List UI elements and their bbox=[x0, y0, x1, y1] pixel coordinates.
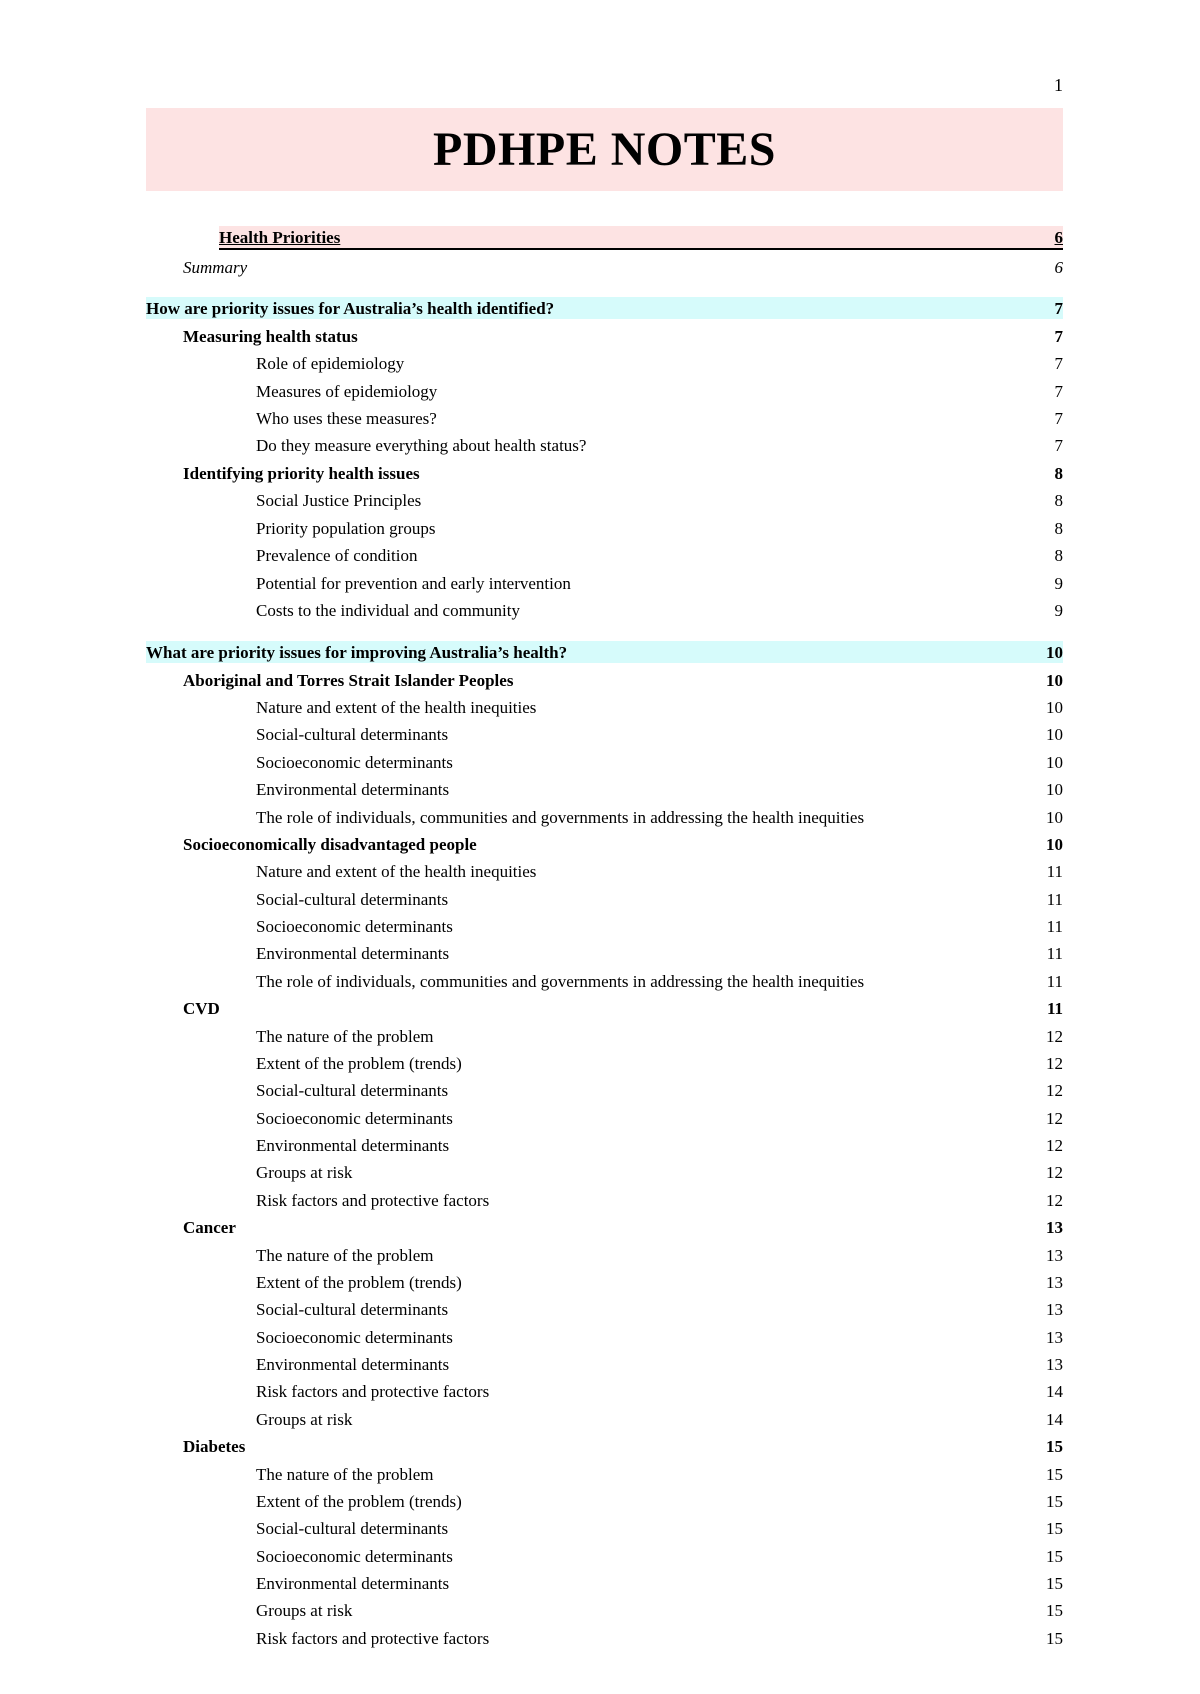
toc-group-heading[interactable] bbox=[183, 1435, 1063, 1457]
toc-entry-label: Social-cultural determinants bbox=[256, 890, 449, 909]
toc-entry-page: 13 bbox=[1046, 1218, 1063, 1237]
toc-entry-page: 13 bbox=[1046, 1273, 1063, 1292]
toc-entry-page: 10 bbox=[1046, 753, 1063, 772]
toc-entry[interactable] bbox=[256, 1572, 1063, 1594]
toc-entry-page: 11 bbox=[1046, 917, 1063, 936]
toc-entry-label: Social-cultural determinants bbox=[256, 1300, 449, 1319]
toc-entry-page: 11 bbox=[1046, 862, 1063, 881]
toc-entry[interactable] bbox=[256, 572, 1063, 594]
toc-entry-page: 15 bbox=[1046, 1601, 1063, 1620]
toc-entry-label: Aboriginal and Torres Strait Islander Peoples bbox=[183, 671, 514, 690]
toc-entry-label: Socioeconomic determinants bbox=[256, 917, 453, 936]
toc-entry[interactable] bbox=[256, 489, 1063, 511]
toc-entry-label: Social-cultural determinants bbox=[256, 1519, 449, 1538]
toc-entry[interactable] bbox=[256, 1298, 1063, 1320]
toc-entry-label: Health Priorities bbox=[219, 228, 341, 247]
toc-entry-label: Socioeconomic determinants bbox=[256, 1109, 453, 1128]
toc-entry-label: Socioeconomic determinants bbox=[256, 753, 453, 772]
toc-entry-page: 6 bbox=[1054, 228, 1063, 247]
toc-entry-page: 10 bbox=[1046, 698, 1063, 717]
toc-group-heading[interactable] bbox=[183, 1216, 1063, 1238]
toc-entry-label: Nature and extent of the health inequities bbox=[256, 862, 537, 881]
toc-entry[interactable] bbox=[256, 1052, 1063, 1074]
toc-entry-label: Measures of epidemiology bbox=[256, 382, 438, 401]
toc-entry[interactable] bbox=[256, 806, 1063, 828]
toc-entry-label: Socioeconomically disadvantaged people bbox=[183, 835, 477, 854]
toc-entry[interactable] bbox=[256, 544, 1063, 566]
toc-entry-label: Cancer bbox=[183, 1218, 236, 1237]
toc-entry-page: 13 bbox=[1046, 1246, 1063, 1265]
toc-entry-label: Costs to the individual and community bbox=[256, 601, 520, 620]
toc-entry[interactable] bbox=[256, 517, 1063, 539]
toc-entry[interactable] bbox=[256, 1490, 1063, 1512]
toc-entry-label: Social-cultural determinants bbox=[256, 1081, 449, 1100]
toc-entry[interactable] bbox=[256, 1161, 1063, 1183]
toc-entry-page: 14 bbox=[1046, 1382, 1063, 1401]
toc-entry[interactable] bbox=[256, 696, 1063, 718]
toc-entry-page: 11 bbox=[1046, 999, 1063, 1018]
toc-entry-page: 10 bbox=[1046, 808, 1063, 827]
toc-entry-label: Extent of the problem (trends) bbox=[256, 1054, 462, 1073]
toc-group-heading[interactable] bbox=[183, 325, 1063, 347]
toc-entry-page: 7 bbox=[1054, 299, 1063, 318]
toc-entry-page: 12 bbox=[1046, 1191, 1063, 1210]
toc-entry[interactable] bbox=[256, 723, 1063, 745]
toc-entry-health-priorities[interactable] bbox=[219, 226, 1063, 250]
toc-entry-label: CVD bbox=[183, 999, 220, 1018]
toc-entry[interactable] bbox=[256, 1380, 1063, 1402]
toc-group-heading[interactable] bbox=[183, 669, 1063, 691]
toc-entry[interactable] bbox=[256, 1079, 1063, 1101]
toc-entry-page: 15 bbox=[1046, 1574, 1063, 1593]
toc-entry-page: 8 bbox=[1054, 546, 1063, 565]
toc-entry-label: Extent of the problem (trends) bbox=[256, 1492, 462, 1511]
toc-entry-page: 12 bbox=[1046, 1163, 1063, 1182]
toc-entry[interactable] bbox=[256, 1326, 1063, 1348]
toc-entry[interactable] bbox=[256, 1244, 1063, 1266]
toc-section-heading[interactable] bbox=[146, 641, 1063, 663]
toc-entry-label: Social-cultural determinants bbox=[256, 725, 449, 744]
toc-entry-label: Prevalence of condition bbox=[256, 546, 418, 565]
toc-entry-label: Risk factors and protective factors bbox=[256, 1191, 490, 1210]
toc-section-heading[interactable] bbox=[146, 297, 1063, 319]
toc-entry-page: 15 bbox=[1046, 1547, 1063, 1566]
toc-entry-label: Environmental determinants bbox=[256, 1136, 450, 1155]
toc-entry[interactable] bbox=[256, 1463, 1063, 1485]
toc-entry-page: 10 bbox=[1046, 643, 1063, 662]
toc-entry-page: 12 bbox=[1046, 1136, 1063, 1155]
toc-entry[interactable] bbox=[256, 1107, 1063, 1129]
toc-entry[interactable] bbox=[256, 434, 1063, 456]
toc-entry-label: The role of individuals, communities and governments in addressing the health inequities bbox=[256, 808, 865, 827]
toc-entry-page: 15 bbox=[1046, 1437, 1063, 1456]
page-title: PDHPE NOTES bbox=[433, 123, 776, 176]
toc-entry[interactable] bbox=[256, 352, 1063, 374]
toc-entry[interactable] bbox=[256, 1134, 1063, 1156]
toc-entry-page: 11 bbox=[1046, 944, 1063, 963]
toc-entry[interactable] bbox=[256, 380, 1063, 402]
toc-entry-label: The role of individuals, communities and governments in addressing the health inequities bbox=[256, 972, 865, 991]
toc-entry-label: The nature of the problem bbox=[256, 1027, 434, 1046]
toc-entry-page: 12 bbox=[1046, 1027, 1063, 1046]
toc-entry[interactable] bbox=[256, 407, 1063, 429]
toc-entry[interactable] bbox=[256, 888, 1063, 910]
toc-entry-page: 10 bbox=[1046, 671, 1063, 690]
toc-entry-page: 14 bbox=[1046, 1410, 1063, 1429]
toc-entry[interactable] bbox=[256, 751, 1063, 773]
toc-entry-label: Socioeconomic determinants bbox=[256, 1547, 453, 1566]
toc-entry[interactable] bbox=[256, 778, 1063, 800]
page-number: 1 bbox=[1054, 75, 1063, 95]
toc-entry-label: Priority population groups bbox=[256, 519, 436, 538]
toc-entry-label: Measuring health status bbox=[183, 327, 358, 346]
toc-entry-label: Socioeconomic determinants bbox=[256, 1328, 453, 1347]
toc-entry-page: 9 bbox=[1054, 574, 1063, 593]
toc-entry-page: 13 bbox=[1046, 1300, 1063, 1319]
toc-entry-page: 15 bbox=[1046, 1519, 1063, 1538]
toc-entry[interactable] bbox=[256, 1599, 1063, 1621]
toc-entry-page: 7 bbox=[1054, 436, 1063, 455]
toc-entry[interactable] bbox=[256, 1545, 1063, 1567]
toc-entry-page: 10 bbox=[1046, 780, 1063, 799]
toc-entry[interactable] bbox=[256, 1408, 1063, 1430]
toc-entry-label: Environmental determinants bbox=[256, 780, 450, 799]
toc-entry-label: Environmental determinants bbox=[256, 944, 450, 963]
toc-entry-label: Extent of the problem (trends) bbox=[256, 1273, 462, 1292]
toc-entry-label: How are priority issues for Australia’s health identified? bbox=[146, 299, 555, 318]
toc-entry[interactable] bbox=[256, 860, 1063, 882]
toc-entry-page: 11 bbox=[1046, 972, 1063, 991]
toc-entry[interactable] bbox=[256, 942, 1063, 964]
toc-entry-page: 7 bbox=[1054, 354, 1063, 373]
toc-entry[interactable] bbox=[256, 1627, 1063, 1649]
toc-entry-page: 12 bbox=[1046, 1081, 1063, 1100]
toc-entry-page: 15 bbox=[1046, 1492, 1063, 1511]
toc-entry-label: The nature of the problem bbox=[256, 1465, 434, 1484]
toc-entry-page: 8 bbox=[1054, 519, 1063, 538]
toc-entry-label: Groups at risk bbox=[256, 1163, 353, 1182]
toc-entry-page: 7 bbox=[1054, 409, 1063, 428]
toc-entry-page: 15 bbox=[1046, 1629, 1063, 1648]
toc-entry-page: 13 bbox=[1046, 1328, 1063, 1347]
toc-entry[interactable] bbox=[256, 1025, 1063, 1047]
toc-entry[interactable] bbox=[256, 1353, 1063, 1375]
toc-entry-page: 10 bbox=[1046, 835, 1063, 854]
toc-entry-page: 15 bbox=[1046, 1465, 1063, 1484]
toc-entry-label: Social Justice Principles bbox=[256, 491, 422, 510]
toc-entry-label: Role of epidemiology bbox=[256, 354, 405, 373]
toc-entry-page: 12 bbox=[1046, 1054, 1063, 1073]
toc-entry-label: Groups at risk bbox=[256, 1601, 353, 1620]
toc-entry[interactable] bbox=[256, 1189, 1063, 1211]
toc-entry-page: 9 bbox=[1054, 601, 1063, 620]
toc-group-heading[interactable] bbox=[183, 997, 1063, 1019]
toc-entry-page: 7 bbox=[1054, 327, 1063, 346]
toc-entry-label: Who uses these measures? bbox=[256, 409, 437, 428]
toc-entry-summary[interactable] bbox=[183, 256, 1063, 278]
toc-entry-label: Risk factors and protective factors bbox=[256, 1382, 490, 1401]
toc-entry[interactable] bbox=[256, 1517, 1063, 1539]
toc-entry-label: Risk factors and protective factors bbox=[256, 1629, 490, 1648]
toc-entry-label: Do they measure everything about health status? bbox=[256, 436, 587, 455]
toc-entry-label: Environmental determinants bbox=[256, 1574, 450, 1593]
toc-group-heading[interactable] bbox=[183, 833, 1063, 855]
toc-entry-label: Environmental determinants bbox=[256, 1355, 450, 1374]
toc-entry-label: Groups at risk bbox=[256, 1410, 353, 1429]
toc-entry-label: Nature and extent of the health inequities bbox=[256, 698, 537, 717]
toc-entry-label: The nature of the problem bbox=[256, 1246, 434, 1265]
toc-entry-page: 13 bbox=[1046, 1355, 1063, 1374]
toc-entry-page: 11 bbox=[1046, 890, 1063, 909]
toc-entry[interactable] bbox=[256, 599, 1063, 621]
toc-entry-label: Summary bbox=[183, 258, 248, 277]
toc-entry-page: 10 bbox=[1046, 725, 1063, 744]
title-band bbox=[146, 108, 1063, 191]
toc-entry-page: 8 bbox=[1054, 491, 1063, 510]
toc-entry[interactable] bbox=[256, 1271, 1063, 1293]
toc-entry-label: What are priority issues for improving Australia’s health? bbox=[146, 643, 568, 662]
toc-entry[interactable] bbox=[256, 970, 1063, 992]
toc-group-heading[interactable] bbox=[183, 462, 1063, 484]
toc-entry-page: 8 bbox=[1054, 464, 1063, 483]
toc-entry-label: Potential for prevention and early intervention bbox=[256, 574, 571, 593]
toc-entry-page: 7 bbox=[1054, 382, 1063, 401]
toc-entry[interactable] bbox=[256, 915, 1063, 937]
toc-entry-label: Identifying priority health issues bbox=[183, 464, 420, 483]
toc-entry-page: 6 bbox=[1054, 258, 1063, 277]
toc-entry-label: Diabetes bbox=[183, 1437, 246, 1456]
toc-entry-page: 12 bbox=[1046, 1109, 1063, 1128]
